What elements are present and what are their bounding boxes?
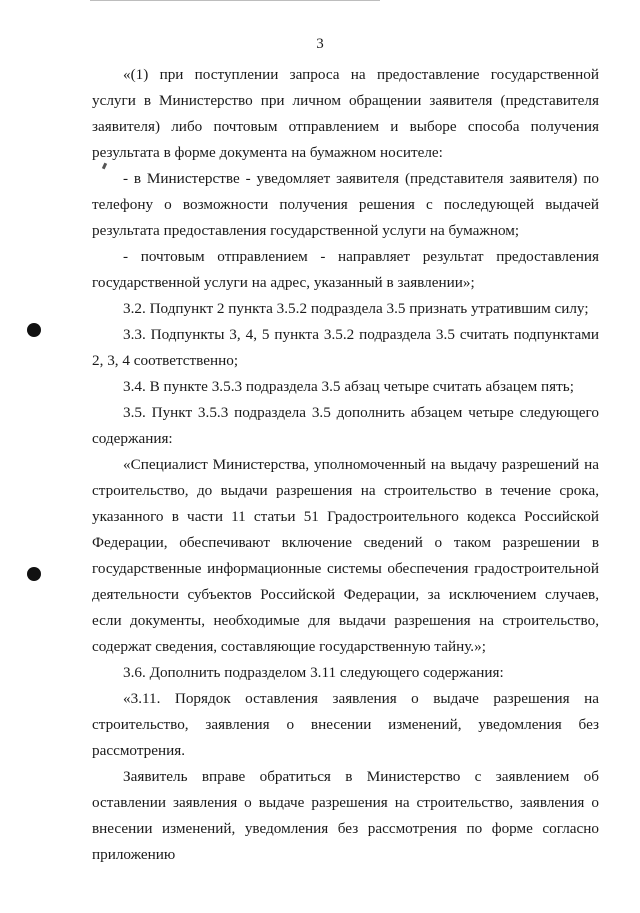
document-body [92,62,599,868]
page-number: 3 [316,36,324,52]
paragraph-4: 3.2. Подпункт 2 пункта 3.5.2 подраздела 3.5 признать утратившим силу; [123,300,589,317]
paragraph-3: - почтовым отправлением - направляет результат предоставления государственной услуги на адрес, указанный в заявлении»; [92,248,599,291]
paragraph-11: Заявитель вправе обратиться в Министерство с заявлением об оставлении заявления о выдаче разрешения на строительство, заявления о внесении изменений, уведомления без рассмотрения по форме согласно приложению [92,768,599,863]
paragraph-2: - в Министерстве - уведомляет заявителя (представителя заявителя) по телефону о возможности получения решения с последующей выдачей результата предоставления государственной услуги на бумажном; [92,170,599,239]
punch-hole-top [27,323,41,337]
paragraph-1: «(1) при поступлении запроса на предоставление государственной услуги в Министерство при личном обращении заявителя (представителя заявителя) либо почтовым отправлением и выборе способа получения результата в форме документа на бумажном носителе: [92,66,599,161]
paragraph-8: «Специалист Министерства, уполномоченный на выдачу разрешений на строительство, до выдачи разрешения на строительство в течение срока, указанного в части 11 статьи 51 Градостроительного кодекса Российской Федерации, обеспечивают включение сведений о таком разрешении в государственные информационные системы обеспечения градостроительной деятельности субъектов Российской Федерации, за исключением случаев, если документы, необходимые для выдачи разрешения на строительство, содержат сведения, составляющие государственную тайну.»; [92,456,599,655]
scan-edge-line [90,0,380,1]
punch-hole-bottom [27,567,41,581]
paragraph-6: 3.4. В пункте 3.5.3 подраздела 3.5 абзац четыре считать абзацем пять; [123,378,574,395]
paragraph-7: 3.5. Пункт 3.5.3 подраздела 3.5 дополнить абзацем четыре следующего содержания: [92,404,599,447]
paragraph-10: «3.11. Порядок оставления заявления о выдаче разрешения на строительство, заявления о внесении изменений, уведомления без рассмотрения. [92,690,599,759]
paragraph-5: 3.3. Подпункты 3, 4, 5 пункта 3.5.2 подраздела 3.5 считать подпунктами 2, 3, 4 соответственно; [92,326,599,369]
paragraph-9: 3.6. Дополнить подразделом 3.11 следующего содержания: [123,664,504,681]
